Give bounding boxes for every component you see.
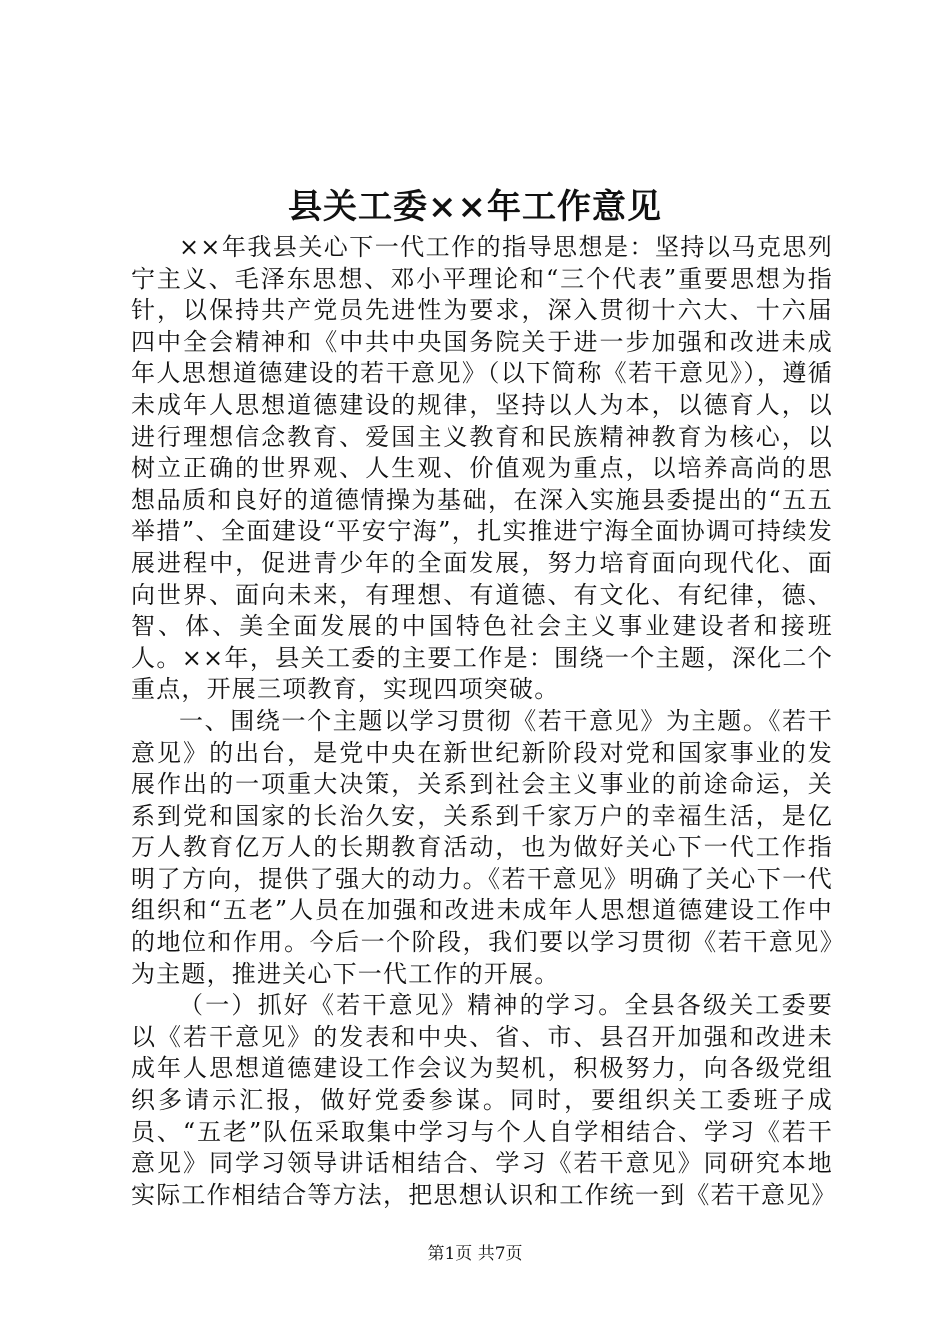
- document-title: 县关工委××年工作意见: [288, 187, 662, 227]
- paragraph-section-one: 一、围绕一个主题以学习贯彻《若干意见》为主题。《若干意见》的出台，是党中央在新世纪新阶段对党和国家事业的发展作出的一项重大决策，关系到社会主义事业的前途命运，关系到党和国家的长治久安，关系到千家万户的幸福生活，是亿万人教育亿万人的长期教育活动，也为做好关心下一代工作指明了方向，提供了强大的动力。《若干意见》明确了关心下一代组织和“五老”人员在加强和改进未成年人思想道德建设工作中的地位和作用。今后一个阶段，我们要以学习贯彻《若干意见》为主题，推进关心下一代工作的开展。: [131, 706, 833, 988]
- document-body: [131, 232, 837, 1211]
- page-number-footer: 第1页 共7页: [427, 1244, 523, 1264]
- paragraph-subsection-one: （一）抓好《若干意见》精神的学习。全县各级关工委要以《若干意见》的发表和中央、省、市、县召开加强和改进未成年人思想道德建设工作会议为契机，积极努力，向各级党组织多请示汇报，做好党委参谋。同时，要组织关工委班子成员、“五老”队伍采取集中学习与个人自学相结合、学习《若干意见》同学习领导讲话相结合、学习《若干意见》同研究本地实际工作相结合等方法，把思想认识和工作统一到《若干意见》: [131, 991, 837, 1209]
- paragraph-guiding-thought: ××年我县关心下一代工作的指导思想是：坚持以马克思列宁主义、毛泽东思想、邓小平理论和“三个代表”重要思想为指针，以保持共产党员先进性为要求，深入贯彻十六大、十六届四中全会精神和《中共中央国务院关于进一步加强和改进未成年人思想道德建设的若干意见》（以下简称《若干意见》），遵循未成年人思想道德建设的规律，坚持以人为本，以德育人，以进行理想信念教育、爱国主义教育和民族精神教育为核心，以树立正确的世界观、人生观、价值观为重点，以培养高尚的思想品质和良好的道德情操为基础，在深入实施县委提出的“五五举措”、全面建设“平安宁海”，扎实推进宁海全面协调可持续发展进程中，促进青少年的全面发展，努力培育面向现代化、面向世界、面向未来，有理想、有道德、有文化、有纪律，德、智、体、美全面发展的中国特色社会主义事业建设者和接班人。××年，县关工委的主要工作是：围绕一个主题，深化二个重点，开展三项教育，实现四项突破。: [131, 233, 833, 704]
